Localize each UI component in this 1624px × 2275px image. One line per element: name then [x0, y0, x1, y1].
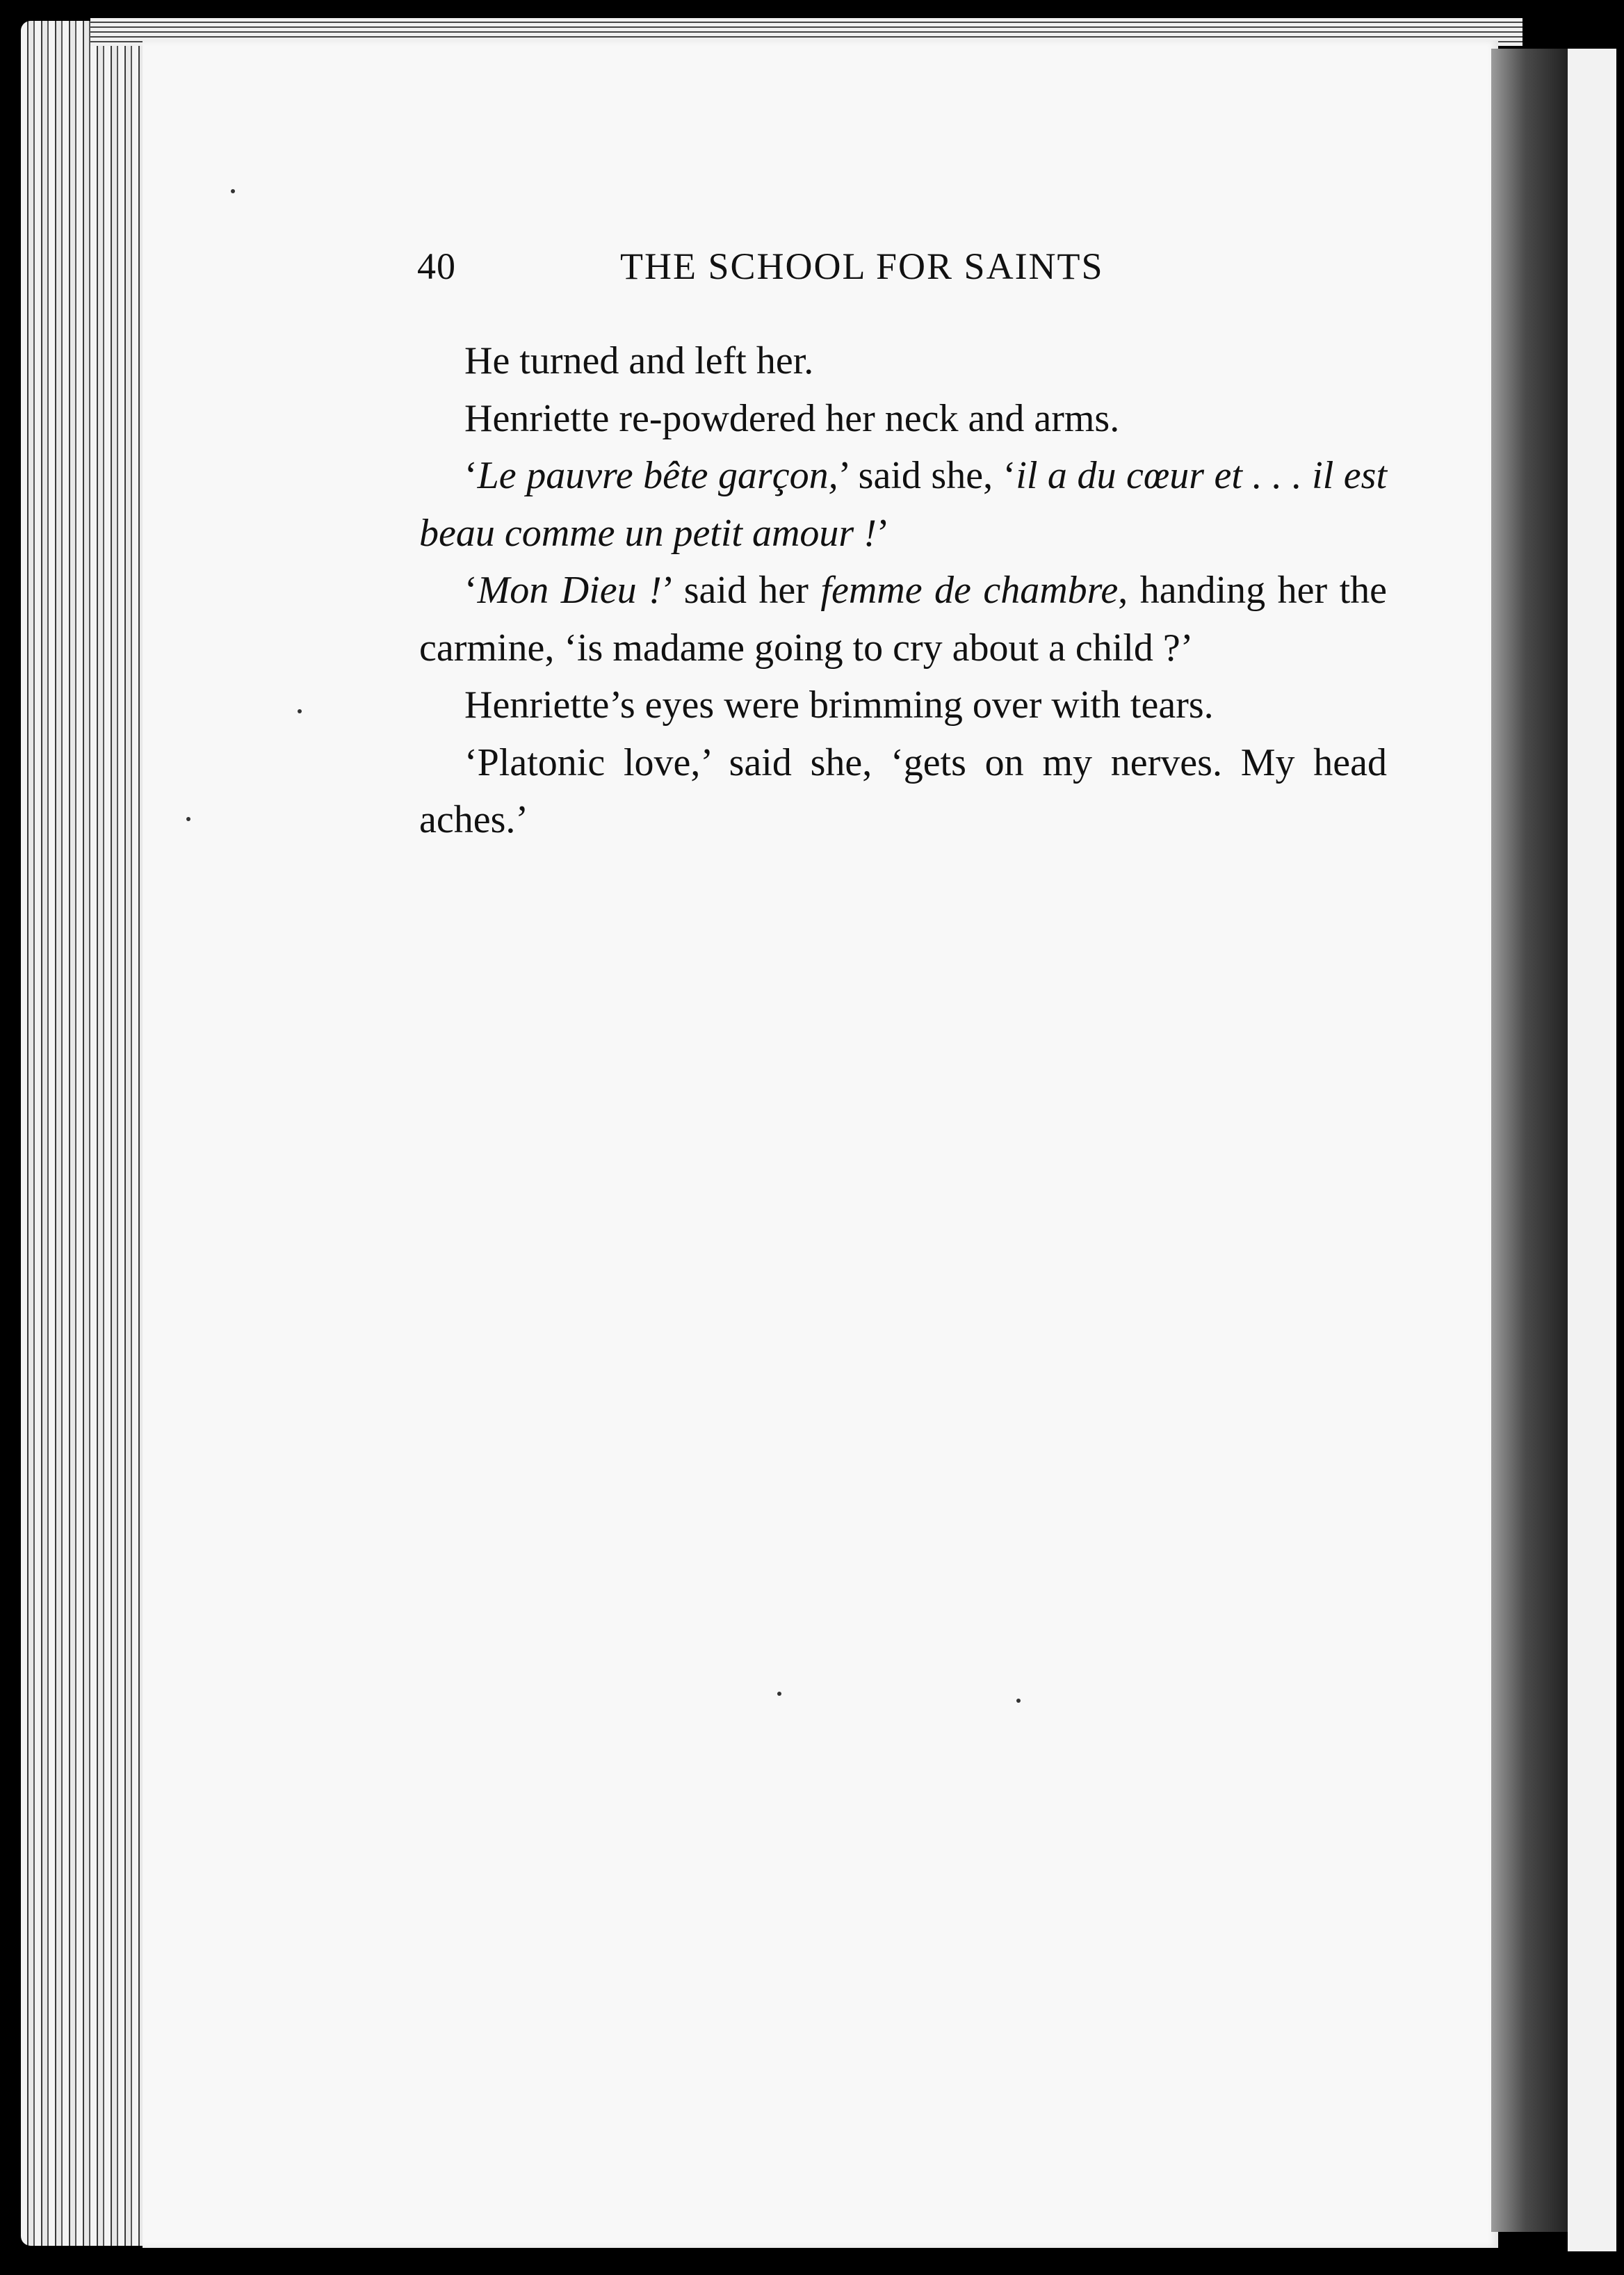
paragraph — [419, 734, 1387, 849]
facing-page-edge — [1568, 49, 1616, 2253]
book-page-edges — [21, 21, 160, 2246]
text-run: ’ said her — [661, 569, 821, 612]
page-number: 40 — [417, 245, 456, 287]
paragraph — [419, 390, 1387, 448]
text-run: Henriette’s eyes were brimming over with tears. — [464, 683, 1214, 727]
text-run: ‘ — [464, 569, 478, 612]
text-run: , handing her the carmine, ‘is madame going to cry about a child ?’ — [419, 569, 1387, 670]
scan-bottom-border — [0, 2251, 1624, 2275]
running-head — [417, 245, 1390, 293]
scan-speck — [777, 1692, 781, 1696]
italic-text: il a du cœur et . . . il est beau comme un petit amour ! — [419, 454, 1388, 555]
binding-gutter — [1491, 49, 1568, 2232]
paragraph — [419, 447, 1387, 562]
text-run: ‘ — [464, 454, 478, 497]
text-run: ’ — [876, 511, 890, 555]
running-head-title: THE SCHOOL FOR SAINTS — [620, 245, 1104, 287]
text-run: Henriette re-powdered her neck and arms. — [464, 396, 1120, 440]
paragraph — [419, 332, 1387, 390]
paragraph — [419, 677, 1387, 734]
text-run: He turned and left her. — [464, 339, 814, 382]
body-text — [419, 332, 1387, 849]
scan-speck — [186, 817, 190, 821]
text-run: ‘Platonic love,’ said she, ‘gets on my nerves. My head aches.’ — [419, 740, 1387, 841]
scan-speck — [1016, 1699, 1021, 1703]
italic-text: femme de chambre — [820, 569, 1119, 612]
scan-speck — [231, 189, 235, 193]
text-run: ’ said she, ‘ — [838, 454, 1016, 497]
paragraph — [419, 562, 1387, 677]
italic-text: Mon Dieu ! — [477, 569, 662, 612]
scan-speck — [298, 709, 302, 713]
italic-text: Le pauvre bête garçon, — [477, 454, 838, 497]
